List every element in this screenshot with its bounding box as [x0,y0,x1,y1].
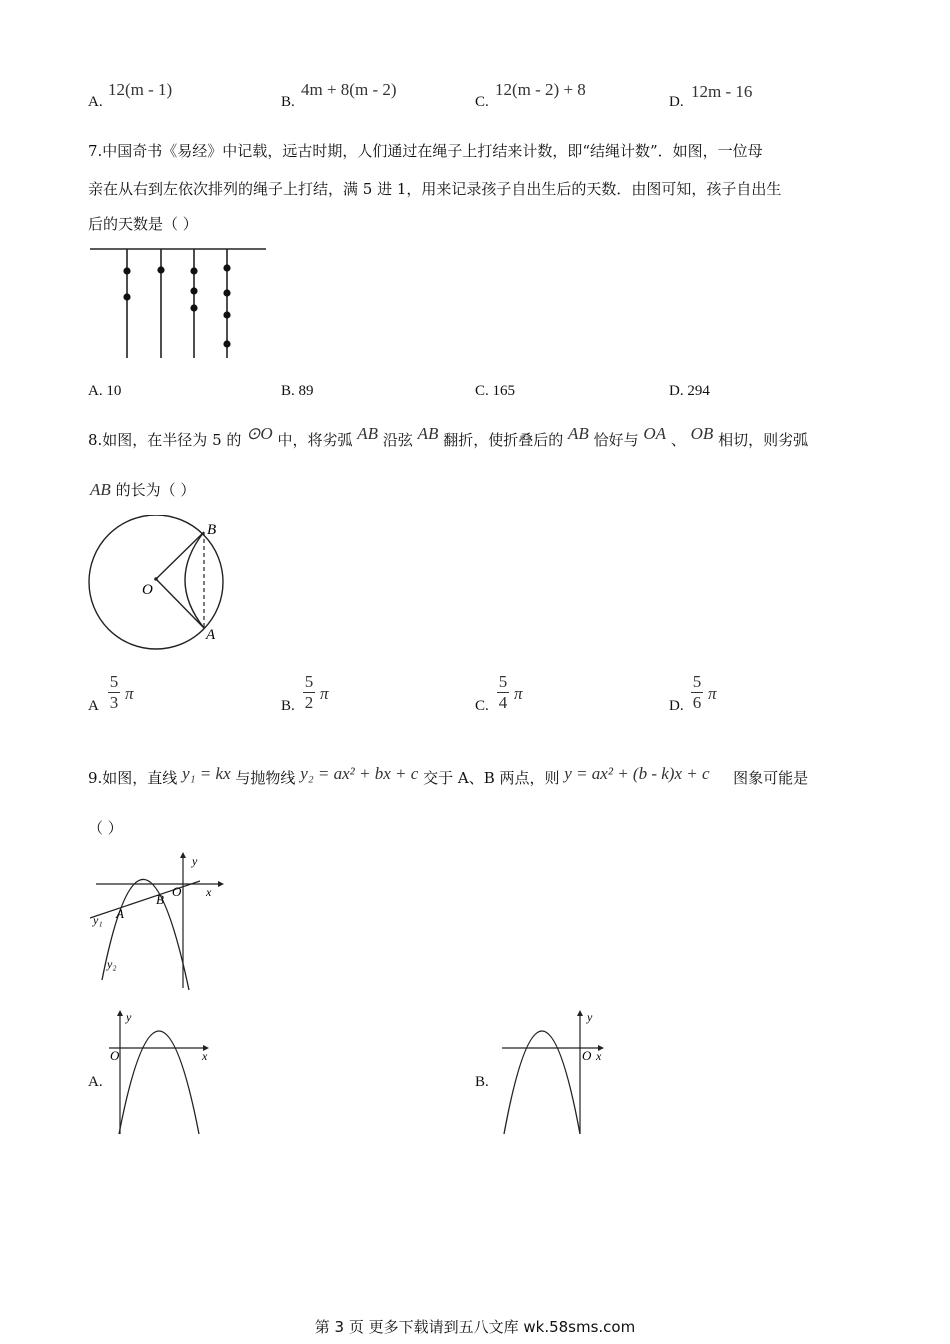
label-y: y [126,1010,132,1024]
q8-stem-line-1 [88,424,809,452]
option-label: B. [281,698,295,714]
option-expr: 12m - 16 [691,82,753,101]
label-a: A [206,627,216,643]
q9-text: 9.如图，直线 [88,769,178,787]
option-expr: 4m + 8(m - 2) [301,80,397,99]
pi-symbol: π [320,684,329,703]
label-b: B [207,522,217,538]
q9-target-equation: y = ax² + (b - k)x + c [564,764,710,783]
option-expr: 12(m - 2) + 8 [495,80,586,99]
knot [223,340,230,347]
knot [123,267,130,274]
segment-oa [156,579,204,628]
y-axis-arrow [577,1010,583,1016]
q7-option-b: B. 89 [281,383,314,399]
fraction-denominator: 3 [109,693,119,712]
q8-chord-ab: AB [417,424,439,443]
q7-knot-figure [88,244,268,362]
q8-text: 、 [670,431,686,449]
q9-option-b-graph [498,1008,610,1138]
circle-o [89,515,223,649]
q9-option-b-label: B. [475,1074,489,1090]
q7-option-d: D. 294 [669,383,710,399]
label-y: y [587,1010,593,1024]
q7-option-c: C. 165 [475,383,516,399]
option-label: B. [281,94,295,110]
fraction-denominator: 6 [692,693,702,712]
q9-option-a-graph [105,1008,215,1138]
fraction-numerator: 5 [304,672,314,691]
label-o: O [142,582,153,598]
pi-symbol: π [708,684,717,703]
segment-ob [156,532,204,579]
q8-text: 中，将劣弧 [277,431,353,449]
q9-text: 交于 A、B 两点，则 [423,769,560,787]
option-fraction [691,672,703,713]
q8-arc-ab: AB [357,424,379,443]
knot [223,289,230,296]
option-label: A. [88,94,103,110]
label-y1: y₁ [93,913,103,927]
parabola [119,1031,199,1134]
option-label: C. [475,698,489,714]
parabola [504,1031,580,1134]
q8-arc-ab: AB [90,480,111,499]
fraction-denominator: 4 [498,693,508,712]
q8-oa: OA [643,424,667,443]
q9-text: 图象可能是 [733,769,809,787]
q9-text: 与抛物线 [235,769,296,787]
y-axis-arrow [117,1010,123,1016]
q7-line-1: 7.中国奇书《易经》中记载，远古时期，人们通过在绳子上打结来计数，即“结绳计数”．如图，一位母 [88,142,763,160]
label-y2: y₂ [107,957,117,971]
q8-text: 的长为（ ） [115,481,196,499]
label-o: O [582,1048,592,1063]
x-axis-arrow [218,881,224,887]
option-label: D. [669,94,684,110]
knot [223,264,230,271]
knot [190,287,197,294]
fraction-denominator: 2 [304,693,314,712]
q9-paren: （ ） [88,819,123,837]
y-axis-arrow [180,852,186,858]
label-o: O [110,1048,120,1063]
q8-circle-figure [86,515,236,650]
label-o: O [172,884,182,899]
option-expr: 12(m - 1) [108,80,173,99]
knot [190,267,197,274]
knot [190,304,197,311]
fraction-numerator: 5 [498,672,508,691]
q9-line-equation: y₁ = kx [182,764,231,783]
label-x: x [596,1049,602,1063]
fraction-numerator: 5 [692,672,702,691]
center-point [154,577,158,581]
q8-text: 恰好与 [593,431,639,449]
q8-text: 相切，则劣弧 [718,431,809,449]
q8-stem-line-2 [90,478,195,502]
knot [223,311,230,318]
q8-circle-o: ⊙O [246,424,273,443]
label-b: B [156,892,164,907]
q7-line-3: 后的天数是（ ） [88,215,198,233]
q7-line-2: 亲在从右到左依次排列的绳子上打结，满 5 进 1，用来记录孩子自出生后的天数．由图可知，孩子自出生 [88,180,782,198]
pi-symbol: π [514,684,523,703]
q8-folded-arc-ab: AB [568,424,589,443]
q9-stem-line-1 [88,766,808,790]
option-fraction [303,672,315,713]
q8-ob: OB [690,424,714,443]
knot [157,266,164,273]
q7-option-a: A. 10 [88,383,122,399]
q8-text: 8.如图，在半径为 5 的 [88,431,242,449]
label-x: x [202,1049,208,1063]
q9-main-figure [86,848,226,992]
q8-text: 沿弦 [382,431,413,449]
label-x: x [206,885,212,899]
option-label: A [88,698,99,714]
pi-symbol: π [125,684,134,703]
q9-option-a-label: A. [88,1074,103,1090]
fraction-numerator: 5 [109,672,119,691]
option-label: D. [669,698,684,714]
label-a: A [116,906,124,921]
page-footer: 第 3 页 更多下载请到五八文库 wk.58sms.com [314,1318,636,1336]
option-fraction [497,672,509,713]
q9-parabola-equation: y₂ = ax² + bx + c [300,764,419,783]
label-y: y [192,854,198,868]
folded-arc [185,532,204,628]
option-fraction [108,672,120,713]
knot [123,293,130,300]
q8-text: 翻折，使折叠后的 [443,431,564,449]
option-label: C. [475,94,489,110]
